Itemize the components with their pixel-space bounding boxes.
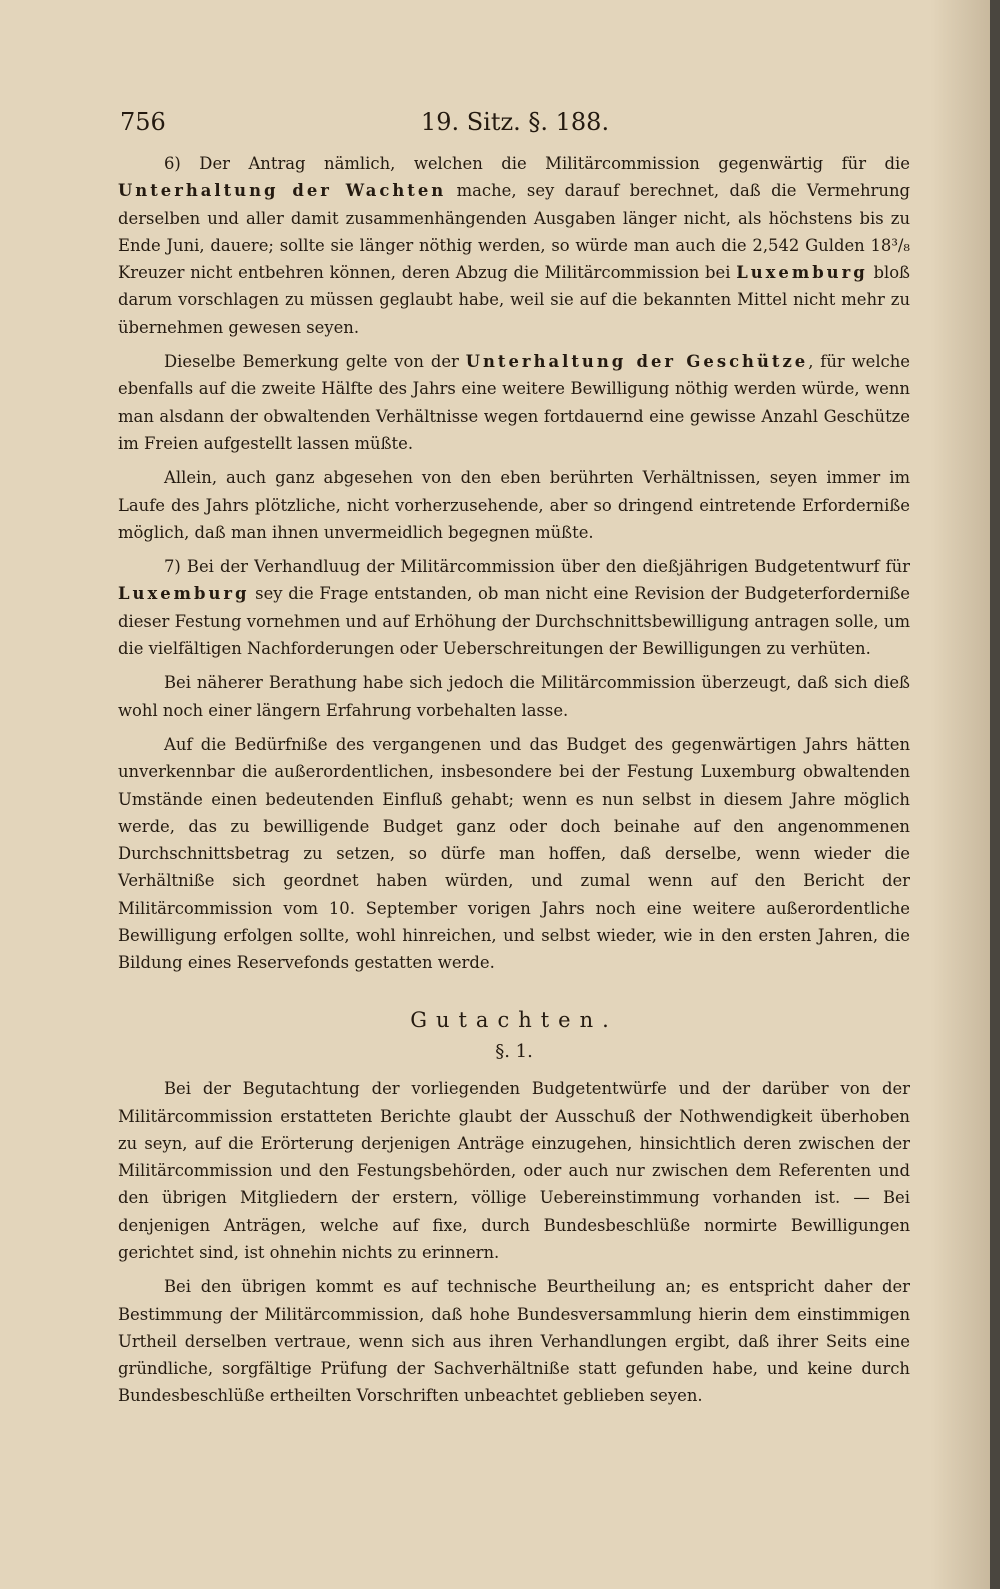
section-heading: Gutachten.: [410, 1007, 618, 1032]
page-header: [120, 108, 910, 148]
spaced-term: Unterhaltung der Geschütze: [465, 352, 809, 372]
paragraph-same-remark: [118, 348, 910, 457]
paragraph-6: [118, 150, 910, 341]
spaced-term: Luxemburg: [118, 584, 250, 604]
paragraph-7: [118, 553, 910, 662]
body-text: [118, 150, 910, 1417]
running-title: 19. Sitz. §. 188.: [420, 108, 610, 136]
section-paragraph-mark: §. 1.: [495, 1040, 533, 1062]
text-run: 6) Der Antrag nämlich, welchen die Militärcommission gegenwärtig für die: [164, 154, 910, 173]
text-run: Dieselbe Bemerkung gelte von der: [164, 352, 459, 372]
text-run: 7) Bei der Verhandluug der Militärcommission über den dießjährigen Budgetentwurf für: [164, 557, 910, 577]
gutachten-paragraph-2: Bei den übrigen kommt es auf technische Beurtheilung an; es entspricht daher der Bestimmung der Militärcommission, daß hohe Bundesversammlung hierin dem einstimmigen Urtheil derselben vertraue, wenn sich aus ihren Verhandlungen ergibt, daß ihrer Seits eine gründliche, sorgfältige Prüfung der Sachverhältniße statt gefunden habe, und keine durch Bundesbeschlüße ertheilten Vorschriften unbeachtet geblieben seyen.: [118, 1277, 910, 1406]
paragraph-beduerfnisse: Auf die Bedürfniße des vergangenen und das Budget des gegenwärtigen Jahrs hätten unverkennbar die außerordentlichen, insbesondere bei der Festung Luxemburg obwaltenden Umstände einen bedeutenden Einfluß gehabt; wenn es nun selbst in diesem Jahre möglich werde, das zu bewilligende Budget ganz oder doch beinahe auf den angenommenen Durchschnittsbetrag zu setzen, so dürfe man hoffen, daß derselbe, wenn wieder die Verhältniße sich geordnet haben würden, und zumal wenn auf den Bericht der Militärcommission vom 10. September vorigen Jahrs noch eine weitere außerordentliche Bewilligung erfolgen sollte, wohl hinreichen, und selbst wieder, wie in den ersten Jahren, die Bildung eines Reservefonds gestatten werde.: [118, 734, 910, 973]
gutachten-paragraph-1: Bei der Begutachtung der vorliegenden Budgetentwürfe und der darüber von der Militärcommission erstatteten Berichte glaubt der Ausschuß der Nothwendigkeit überhoben zu seyn, auf die Erörterung derjenigen Anträge einzugehen, hinsichtlich deren zwischen der Militärcommission und den Festungsbehörden, oder auch nur zwischen dem Referenten und den übrigen Mitgliedern der erstern, völlige Uebereinstimmung vorhanden ist. — Bei denjenigen Anträgen, welche auf fixe, durch Bundesbeschlüße normirte Bewilligungen gerichtet sind, ist ohnehin nichts zu erinnern.: [118, 1079, 910, 1262]
text-run: bloß darum vorschlagen zu müssen geglaubt habe, weil sie auf die bekannten Mittel nicht mehr zu übernehmen gewesen seyen.: [118, 263, 911, 337]
spaced-term: Unterhaltung der Wachten: [118, 181, 447, 201]
page-number: 756: [120, 108, 166, 136]
paragraph-beratung: Bei näherer Berathung habe sich jedoch die Militärcommission überzeugt, daß sich dieß wohl noch einer längern Erfahrung vorbehalten lasse.: [118, 673, 910, 720]
page-edge-shadow: [990, 0, 1000, 1589]
text-run: sey die Frage entstanden, ob man nicht eine Revision der Budgeterforderniße dieser Festung vornehmen und auf Erhöhung der Durchschnittsbewilligung antragen solle, um die vielfältigen Nachforderungen oder Ueberschreitungen der Bewilligungen zu verhüten.: [118, 584, 910, 659]
text-run: , für welche ebenfalls auf die zweite Hälfte des Jahrs eine weitere Bewilligung nöthig werden würde, wenn man alsdann der obwaltenden Verhältnisse wegen fortdauernd eine gewisse Anzahl Geschütze im Freien aufgestellt lassen müßte.: [118, 352, 910, 453]
paragraph-allein: Allein, auch ganz abgesehen von den eben berührten Verhältnissen, seyen immer im Laufe des Jahrs plötzliche, nicht vorherzusehende, aber so dringend eintretende Erforderniße möglich, daß man ihnen unvermeidlich begegnen müßte.: [118, 468, 910, 542]
spaced-term: Luxemburg: [736, 263, 868, 283]
text-run: mache, sey darauf berechnet, daß die Vermehrung derselben und aller damit zusammenhängenden Ausgaben länger nicht, als höchstens bis zu Ende Juni, dauere; sollte sie länger nöthig werden, so würde man auch die 2,542 Gulden 18³/₈ Kreuzer nicht entbehren können, deren Abzug die Militärcommission bei: [118, 181, 910, 283]
